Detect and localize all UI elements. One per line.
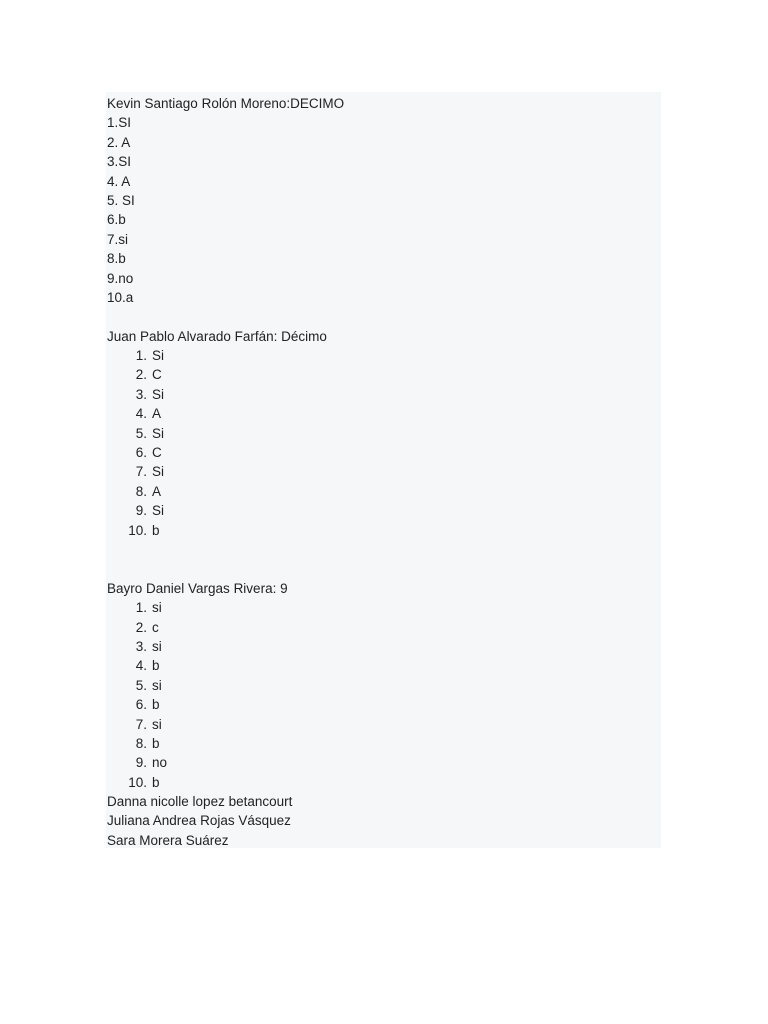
blank-line — [107, 307, 344, 326]
list-item — [107, 482, 344, 501]
item-value: b — [152, 522, 160, 538]
list-item — [107, 404, 344, 423]
list-item — [107, 676, 344, 695]
item-value: no — [152, 755, 168, 771]
answer-line: 1.SI — [107, 115, 132, 131]
item-number: 4. — [135, 658, 147, 674]
item-number: 5. — [135, 425, 147, 441]
answer-line: 8.b — [107, 251, 126, 267]
answer-line: 2. A — [107, 134, 131, 150]
item-value: C — [152, 367, 162, 383]
list-item — [107, 598, 344, 617]
item-value: si — [152, 600, 162, 616]
answer-line: 3.SI — [107, 154, 132, 170]
item-number: 6. — [135, 697, 147, 713]
list-item — [107, 618, 344, 637]
list-item — [107, 365, 344, 384]
student-header-bayro: Bayro Daniel Vargas Rivera: 9 — [107, 580, 288, 596]
item-number: 4. — [135, 406, 147, 422]
answer-line: 9.no — [107, 270, 134, 286]
item-value: Si — [152, 348, 165, 364]
item-value: b — [152, 774, 160, 790]
list-item — [107, 753, 344, 772]
item-value: A — [152, 483, 162, 499]
item-value: Si — [152, 464, 165, 480]
item-value: A — [152, 406, 162, 422]
student-name: Sara Morera Suárez — [107, 832, 229, 848]
item-number: 3. — [135, 638, 147, 654]
blank-line — [107, 559, 344, 578]
answer-line: 7.si — [107, 231, 129, 247]
item-number: 3. — [135, 386, 147, 402]
list-item — [107, 637, 344, 656]
answer-line: 10.a — [107, 289, 134, 305]
student-name: Juliana Andrea Rojas Vásquez — [107, 813, 291, 829]
student-name: Danna nicolle lopez betancourt — [107, 794, 293, 810]
list-item — [107, 734, 344, 753]
list-item — [107, 443, 344, 462]
student-header-kevin: Kevin Santiago Rolón Moreno:DECIMO — [107, 96, 345, 111]
item-number: 1. — [135, 348, 147, 364]
item-value: b — [152, 735, 160, 751]
item-number: 6. — [135, 445, 147, 461]
list-item — [107, 501, 344, 520]
list-item — [107, 656, 344, 675]
document-content — [107, 94, 344, 850]
item-value: C — [152, 445, 162, 461]
list-item — [107, 695, 344, 714]
item-value: Si — [152, 503, 165, 519]
item-number: 7. — [135, 464, 147, 480]
item-value: si — [152, 716, 162, 732]
list-item — [107, 715, 344, 734]
item-value: Si — [152, 386, 165, 402]
item-number: 10. — [128, 774, 147, 790]
list-item — [107, 385, 344, 404]
answer-line: 6.b — [107, 212, 126, 228]
item-number: 1. — [135, 600, 147, 616]
answer-line: 4. A — [107, 173, 131, 189]
item-value: si — [152, 677, 162, 693]
item-value: si — [152, 638, 162, 654]
item-value: b — [152, 697, 160, 713]
answer-line: 5. SI — [107, 192, 135, 208]
item-number: 8. — [135, 483, 147, 499]
list-item — [107, 424, 344, 443]
item-number: 9. — [135, 503, 147, 519]
item-value: b — [152, 658, 160, 674]
list-item — [107, 521, 344, 540]
list-item — [107, 462, 344, 481]
item-number: 10. — [128, 522, 147, 538]
blank-line — [107, 540, 344, 559]
answers-bayro — [107, 598, 344, 792]
item-number: 7. — [135, 716, 147, 732]
item-number: 9. — [135, 755, 147, 771]
student-header-juan: Juan Pablo Alvarado Farfán: Décimo — [107, 328, 327, 344]
item-number: 5. — [135, 677, 147, 693]
list-item — [107, 346, 344, 365]
answers-kevin — [107, 113, 344, 307]
list-item — [107, 773, 344, 792]
item-value: c — [152, 619, 159, 635]
item-number: 2. — [135, 619, 147, 635]
item-number: 2. — [135, 367, 147, 383]
answers-juan — [107, 346, 344, 540]
document-page — [106, 92, 661, 848]
item-number: 8. — [135, 735, 147, 751]
item-value: Si — [152, 425, 165, 441]
